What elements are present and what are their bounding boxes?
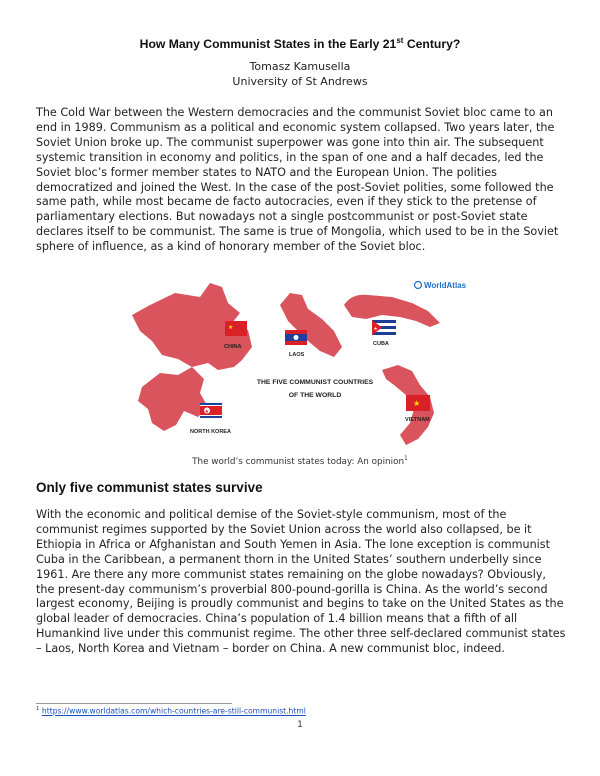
cuba-flag (372, 320, 396, 335)
svg-text:★: ★ (228, 325, 234, 331)
country-label-vietnam: VIETNAM (405, 417, 430, 423)
country-label-north-korea: NORTH KOREA (190, 429, 231, 435)
author-name: Tomasz Kamusella (249, 60, 351, 73)
footnote-divider (36, 703, 232, 704)
figure-heading-line1: THE FIVE COMMUNIST COUNTRIES (256, 379, 374, 386)
footnote: $^1$ https://www.worldatlas.com/which-countries-are-still-communist.html (36, 706, 306, 716)
laos-map-shape (280, 293, 342, 357)
figure-caption: The world’s communist states today: An opinion$^1$ (192, 455, 408, 467)
worldatlas-logo (415, 281, 467, 290)
country-label-china: CHINA (224, 344, 242, 350)
country-label-cuba: CUBA (373, 341, 389, 347)
svg-text:★: ★ (204, 409, 209, 415)
laos-flag (285, 330, 307, 345)
paragraph-intro: The Cold War between the Western democracies and the communist Soviet bloc came to an end in 1989. Communism as a political and economic system collapsed. Two years later, the Soviet Union broke up. The communist superpower was gone into thin air. The subsequent systemic transition in economy and politics, in the span of one and a half decades, led the Soviet bloc’s former member states to NATO and the European Union. The polities democratized and joined the West. In the case of the post-Soviet polities, some followed the same path, while most became de facto autocracies, even if they stick to the pretense of parliamentary elections. But nowadays not a single postcommunist or post-Soviet state declares itself to be communist. The same is true of Mongolia, which used to be in the Soviet sphere of influence, as a kind of honorary member of the Soviet bloc. (36, 106, 559, 254)
svg-text:★: ★ (413, 399, 421, 408)
svg-text:WorldAtlas: WorldAtlas (424, 281, 467, 290)
paragraph-body: With the economic and political demise of the Soviet-style communism, most of the communist regimes supported by the Soviet Union across the world also collapsed, be it Ethiopia in Africa or Afghanistan and South Yemen in Asia. The lone exception is communist Cuba in the Caribbean, a permanent thorn in the United States’ southern underbelly since 1961. Are there any more communist states remaining on the globe nowadays? Obviously, the present-day communism’s proverbial 800-pound-gorilla is China. As the world’s second largest economy, Beijing is proudly communist and begins to take on the United States as the global leader of democracies. China’s population of 1.4 billion means that a fifth of all Humankind live under this communist regime. The other three self-declared communist states – Laos, North Korea and Vietnam – border on China. A new communist bloc, indeed. (36, 508, 566, 656)
svg-text:★: ★ (373, 326, 378, 331)
map-illustration (130, 275, 470, 450)
communist-countries-figure (130, 275, 470, 450)
page-number: 1 (297, 720, 303, 730)
vietnam-flag (406, 395, 430, 411)
country-label-laos: LAOS (289, 352, 305, 358)
document-title: How Many Communist States in the Early 21st Century? (139, 36, 461, 52)
section-heading: Only five communist states survive (36, 480, 263, 495)
china-flag (225, 321, 247, 336)
figure-heading-line2: OF THE WORLD (288, 392, 342, 399)
author-affiliation: University of St Andrews (232, 74, 368, 88)
footnote-link[interactable]: https://www.worldatlas.com/which-countries-are-still-communist.html (41, 706, 306, 716)
author-block (0, 60, 600, 89)
north-korea-flag (200, 403, 222, 418)
north-korea-map-shape (138, 367, 208, 431)
